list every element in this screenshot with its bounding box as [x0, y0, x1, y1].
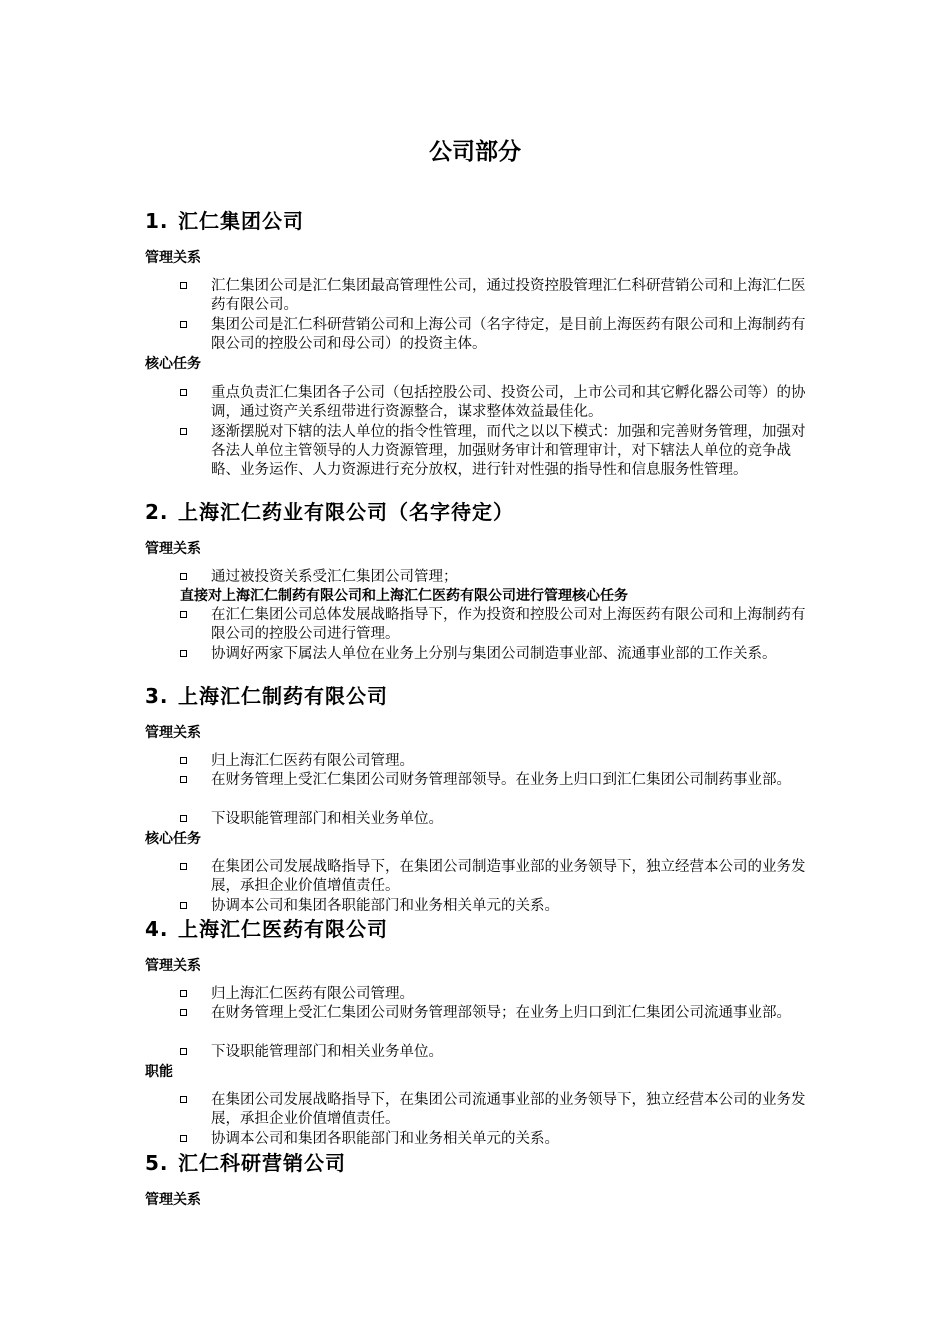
- checkbox-bullet-icon: [180, 611, 187, 618]
- section-1-heading: [145, 208, 304, 234]
- section-title: 上海汇仁药业有限公司（名字待定）: [178, 500, 514, 524]
- checkbox-bullet-icon: [180, 1009, 187, 1016]
- list-item: [180, 810, 810, 829]
- list-item: [180, 568, 810, 587]
- checkbox-bullet-icon: [180, 990, 187, 997]
- list-item-text: 逐渐摆脱对下辖的法人单位的指令性管理，而代之以以下模式：加强和完善财务管理，加强对各法人单位主管领导的人力资源管理，加强财务审计和管理审计，对下辖法人单位的竞争战略、业务运作、人力资源进行充分放权，进行针对性强的指导性和信息服务性管理。: [211, 424, 806, 478]
- section-title: 汇仁科研营销公司: [178, 1151, 346, 1175]
- list-item: [180, 1043, 810, 1062]
- section-number: 1.: [145, 209, 169, 233]
- section-title: 上海汇仁医药有限公司: [178, 917, 388, 941]
- list-item-text: 在集团公司发展战略指导下，在集团公司制造事业部的业务领导下，独立经营本公司的业务发展，承担企业价值增值责任。: [211, 859, 806, 894]
- section-1-relation-label: 管理关系: [145, 250, 201, 266]
- list-item: [180, 1091, 810, 1129]
- checkbox-bullet-icon: [180, 321, 187, 328]
- section-3-heading: [145, 683, 388, 709]
- list-item-text: 汇仁集团公司是汇仁集团最高管理性公司，通过投资控股管理汇仁科研营销公司和上海汇仁医药有限公司。: [211, 278, 806, 313]
- checkbox-bullet-icon: [180, 389, 187, 396]
- checkbox-bullet-icon: [180, 902, 187, 909]
- list-item: [180, 858, 810, 896]
- list-item: [180, 1130, 810, 1149]
- list-item-text: 在汇仁集团公司总体发展战略指导下，作为投资和控股公司对上海医药有限公司和上海制药有限公司的控股公司进行管理。: [211, 607, 806, 642]
- list-item-text: 在财务管理上受汇仁集团公司财务管理部领导。在业务上归口到汇仁集团公司制药事业部。: [211, 772, 791, 788]
- section-4-heading: [145, 916, 388, 942]
- list-item-text: 归上海汇仁医药有限公司管理。: [211, 753, 414, 769]
- list-item-text: 下设职能管理部门和相关业务单位。: [211, 1044, 443, 1060]
- section-title: 汇仁集团公司: [178, 209, 304, 233]
- checkbox-bullet-icon: [180, 776, 187, 783]
- list-item: [180, 423, 810, 480]
- section-3-task-label: 核心任务: [145, 831, 201, 847]
- checkbox-bullet-icon: [180, 757, 187, 764]
- list-item-text: 在集团公司发展战略指导下，在集团公司流通事业部的业务领导下，独立经营本公司的业务发展，承担企业价值增值责任。: [211, 1092, 806, 1127]
- checkbox-bullet-icon: [180, 650, 187, 657]
- section-5-heading: [145, 1150, 346, 1176]
- section-3-relation-label: 管理关系: [145, 725, 201, 741]
- list-item-text: 协调本公司和集团各职能部门和业务相关单元的关系。: [211, 1131, 559, 1147]
- checkbox-bullet-icon: [180, 1096, 187, 1103]
- list-item-text: 集团公司是汇仁科研营销公司和上海公司（名字待定，是目前上海医药有限公司和上海制药有限公司的控股公司和母公司）的投资主体。: [211, 317, 806, 352]
- list-item: [180, 985, 810, 1004]
- list-item: [180, 771, 810, 790]
- list-item-text: 协调本公司和集团各职能部门和业务相关单元的关系。: [211, 898, 559, 914]
- section-number: 5.: [145, 1151, 169, 1175]
- checkbox-bullet-icon: [180, 815, 187, 822]
- list-item: [180, 1004, 810, 1023]
- section-title: 上海汇仁制药有限公司: [178, 684, 388, 708]
- section-1-task-label: 核心任务: [145, 356, 201, 372]
- list-item: [180, 384, 810, 422]
- list-item: [180, 645, 810, 664]
- page-title: 公司部分: [429, 139, 521, 165]
- section-5-relation-label: 管理关系: [145, 1192, 201, 1208]
- list-item: [180, 316, 810, 354]
- list-item-text: 通过被投资关系受汇仁集团公司管理；: [211, 569, 458, 585]
- section-2-task-label: 直接对上海汇仁制药有限公司和上海汇仁医药有限公司进行管理核心任务: [180, 588, 628, 604]
- list-item-text: 协调好两家下属法人单位在业务上分别与集团公司制造事业部、流通事业部的工作关系。: [211, 646, 777, 662]
- checkbox-bullet-icon: [180, 282, 187, 289]
- list-item: [180, 897, 810, 916]
- section-2-relation-label: 管理关系: [145, 541, 201, 557]
- section-4-task-label: 职能: [145, 1064, 173, 1080]
- list-item: [180, 752, 810, 771]
- checkbox-bullet-icon: [180, 863, 187, 870]
- checkbox-bullet-icon: [180, 573, 187, 580]
- list-item: [180, 277, 810, 315]
- checkbox-bullet-icon: [180, 428, 187, 435]
- list-item-text: 归上海汇仁医药有限公司管理。: [211, 986, 414, 1002]
- checkbox-bullet-icon: [180, 1048, 187, 1055]
- checkbox-bullet-icon: [180, 1135, 187, 1142]
- section-2-heading: [145, 499, 514, 525]
- list-item-text: 在财务管理上受汇仁集团公司财务管理部领导；在业务上归口到汇仁集团公司流通事业部。: [211, 1005, 791, 1021]
- section-number: 3.: [145, 684, 169, 708]
- section-4-relation-label: 管理关系: [145, 958, 201, 974]
- list-item-text: 下设职能管理部门和相关业务单位。: [211, 811, 443, 827]
- section-number: 2.: [145, 500, 169, 524]
- list-item-text: 重点负责汇仁集团各子公司（包括控股公司、投资公司，上市公司和其它孵化器公司等）的协调，通过资产关系纽带进行资源整合，谋求整体效益最佳化。: [211, 385, 806, 420]
- section-number: 4.: [145, 917, 169, 941]
- list-item: [180, 606, 810, 644]
